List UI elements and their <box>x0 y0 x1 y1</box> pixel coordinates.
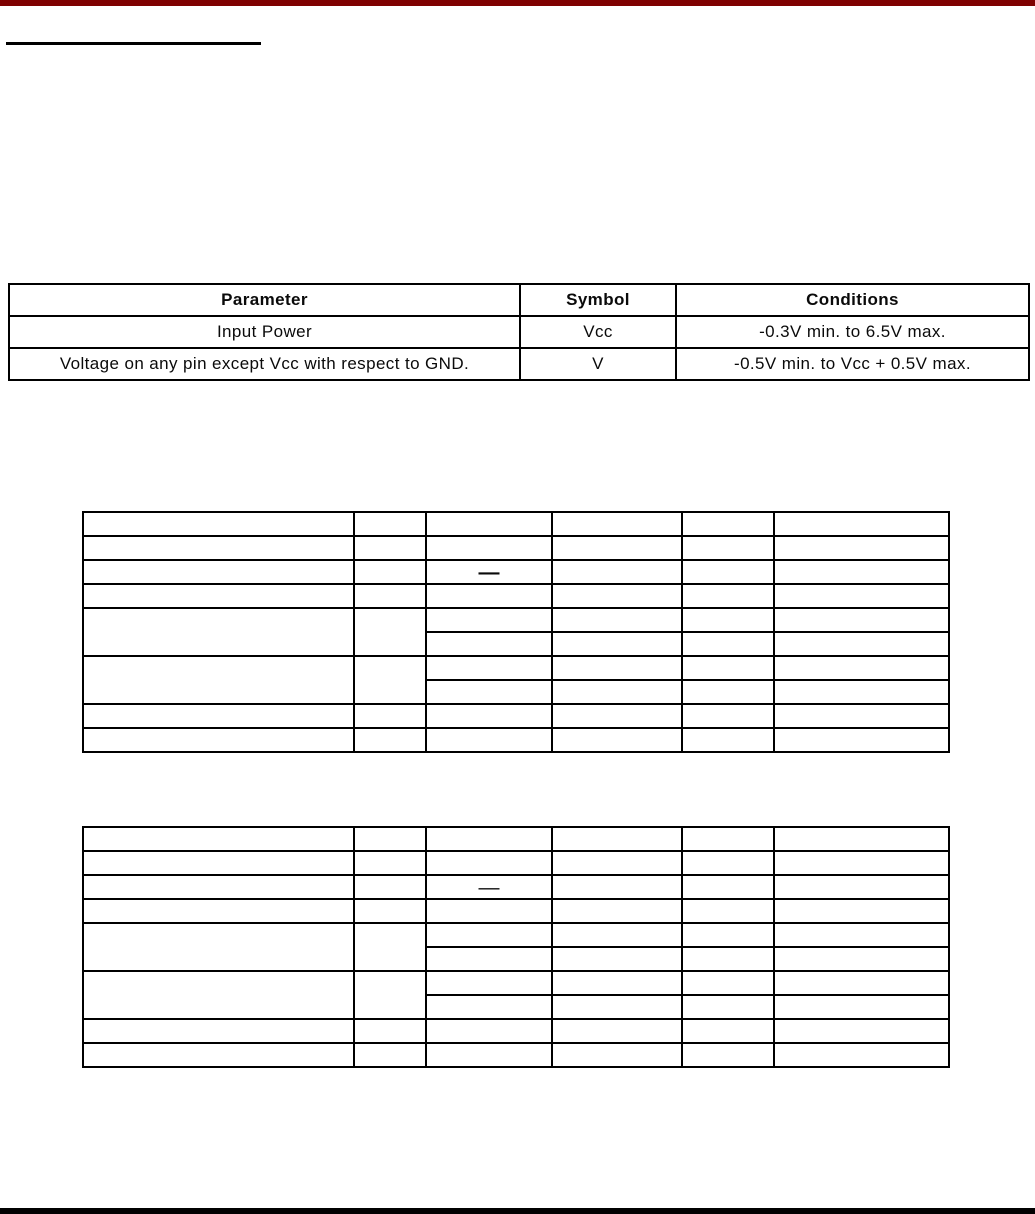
table-row <box>83 728 949 752</box>
conditions-cell: -0.3V min. to 6.5V max. <box>676 316 1029 348</box>
empty-cell <box>682 1043 774 1067</box>
empty-cell <box>552 971 682 995</box>
table-row <box>83 923 949 947</box>
empty-cell <box>682 656 774 680</box>
empty-cell <box>426 608 552 632</box>
empty-cell <box>552 680 682 704</box>
table-row <box>83 971 949 995</box>
table-row <box>83 851 949 875</box>
column-header-symbol: Symbol <box>520 284 676 316</box>
empty-cell <box>83 560 354 584</box>
parameter-cell: Input Power <box>9 316 520 348</box>
empty-cell <box>83 728 354 752</box>
empty-cell <box>552 536 682 560</box>
empty-cell <box>774 728 949 752</box>
empty-cell <box>354 899 426 923</box>
table-row <box>83 704 949 728</box>
empty-cell <box>354 512 426 536</box>
empty-cell <box>682 608 774 632</box>
heading-underline <box>6 42 261 45</box>
empty-cell <box>552 704 682 728</box>
empty-cell <box>426 704 552 728</box>
empty-cell <box>426 728 552 752</box>
empty-cell <box>774 680 949 704</box>
empty-cell <box>83 584 354 608</box>
empty-cell <box>83 899 354 923</box>
table-row <box>9 348 1029 380</box>
empty-cell <box>354 1043 426 1067</box>
table-row <box>83 656 949 680</box>
empty-cell <box>426 899 552 923</box>
empty-cell <box>552 584 682 608</box>
empty-cell <box>774 656 949 680</box>
empty-cell <box>354 827 426 851</box>
empty-merged-cell <box>83 923 354 971</box>
empty-merged-cell <box>83 608 354 656</box>
empty-cell <box>552 1019 682 1043</box>
symbol-cell: Vcc <box>520 316 676 348</box>
empty-cell <box>682 680 774 704</box>
empty-cell <box>426 923 552 947</box>
empty-cell <box>552 608 682 632</box>
empty-cell <box>83 827 354 851</box>
empty-cell <box>774 560 949 584</box>
empty-cell <box>354 584 426 608</box>
empty-cell <box>682 851 774 875</box>
empty-merged-cell <box>354 608 426 656</box>
empty-cell <box>83 512 354 536</box>
empty-cell <box>774 608 949 632</box>
empty-cell <box>682 875 774 899</box>
empty-cell <box>774 947 949 971</box>
empty-cell <box>426 656 552 680</box>
empty-cell <box>83 1019 354 1043</box>
empty-cell <box>682 899 774 923</box>
empty-cell <box>552 875 682 899</box>
empty-cell <box>83 704 354 728</box>
empty-cell <box>426 1043 552 1067</box>
empty-cell <box>83 536 354 560</box>
empty-cell <box>426 536 552 560</box>
absolute-maximum-ratings-table <box>8 283 1030 381</box>
empty-cell <box>552 560 682 584</box>
empty-cell <box>354 851 426 875</box>
empty-cell <box>552 728 682 752</box>
empty-cell <box>774 971 949 995</box>
spec-table-upper <box>82 511 950 753</box>
empty-cell <box>354 560 426 584</box>
empty-cell <box>552 947 682 971</box>
empty-cell <box>426 947 552 971</box>
table-row <box>83 608 949 632</box>
table-row <box>83 584 949 608</box>
table-row <box>83 899 949 923</box>
column-header-parameter: Parameter <box>9 284 520 316</box>
empty-cell <box>682 584 774 608</box>
empty-cell <box>774 704 949 728</box>
dash-cell: — <box>426 875 552 899</box>
empty-cell <box>426 632 552 656</box>
empty-cell <box>552 923 682 947</box>
empty-cell <box>682 947 774 971</box>
empty-cell <box>682 995 774 1019</box>
empty-cell <box>682 536 774 560</box>
empty-cell <box>774 1019 949 1043</box>
empty-cell <box>552 656 682 680</box>
empty-cell <box>354 728 426 752</box>
empty-cell <box>552 512 682 536</box>
empty-cell <box>83 875 354 899</box>
empty-cell <box>774 1043 949 1067</box>
top-red-bar <box>0 0 1035 6</box>
empty-cell <box>426 584 552 608</box>
empty-merged-cell <box>83 656 354 704</box>
empty-cell <box>354 1019 426 1043</box>
empty-merged-cell <box>83 971 354 1019</box>
empty-cell <box>774 584 949 608</box>
table-header-row <box>9 284 1029 316</box>
empty-cell <box>354 536 426 560</box>
symbol-cell: V <box>520 348 676 380</box>
empty-cell <box>682 1019 774 1043</box>
parameter-cell: Voltage on any pin except Vcc with respect to GND. <box>9 348 520 380</box>
empty-cell <box>426 995 552 1019</box>
table-row <box>83 1043 949 1067</box>
empty-cell <box>426 827 552 851</box>
empty-cell <box>682 632 774 656</box>
empty-cell <box>552 851 682 875</box>
empty-cell <box>774 632 949 656</box>
empty-cell <box>774 851 949 875</box>
dash-cell: — <box>426 560 552 584</box>
empty-cell <box>682 704 774 728</box>
empty-cell <box>83 1043 354 1067</box>
empty-cell <box>774 995 949 1019</box>
empty-cell <box>682 827 774 851</box>
empty-cell <box>682 971 774 995</box>
empty-cell <box>552 899 682 923</box>
table-row <box>9 316 1029 348</box>
empty-cell <box>426 851 552 875</box>
empty-cell <box>774 923 949 947</box>
empty-cell <box>552 632 682 656</box>
empty-cell <box>552 995 682 1019</box>
empty-cell <box>682 512 774 536</box>
empty-cell <box>682 560 774 584</box>
table-row <box>83 827 949 851</box>
empty-cell <box>354 875 426 899</box>
table-row <box>83 536 949 560</box>
empty-cell <box>426 1019 552 1043</box>
table-row <box>83 512 949 536</box>
column-header-conditions: Conditions <box>676 284 1029 316</box>
empty-cell <box>682 728 774 752</box>
empty-cell <box>426 512 552 536</box>
conditions-cell: -0.5V min. to Vcc + 0.5V max. <box>676 348 1029 380</box>
table-row <box>83 560 949 584</box>
empty-cell <box>682 923 774 947</box>
bottom-black-bar <box>0 1208 1035 1214</box>
empty-cell <box>774 536 949 560</box>
table-row <box>83 1019 949 1043</box>
empty-merged-cell <box>354 923 426 971</box>
empty-merged-cell <box>354 971 426 1019</box>
spec-table-lower <box>82 826 950 1068</box>
empty-cell <box>774 827 949 851</box>
empty-cell <box>774 875 949 899</box>
empty-cell <box>354 704 426 728</box>
table-row <box>83 875 949 899</box>
empty-cell <box>426 680 552 704</box>
empty-cell <box>83 851 354 875</box>
empty-cell <box>774 512 949 536</box>
empty-merged-cell <box>354 656 426 704</box>
empty-cell <box>774 899 949 923</box>
empty-cell <box>552 1043 682 1067</box>
empty-cell <box>552 827 682 851</box>
empty-cell <box>426 971 552 995</box>
